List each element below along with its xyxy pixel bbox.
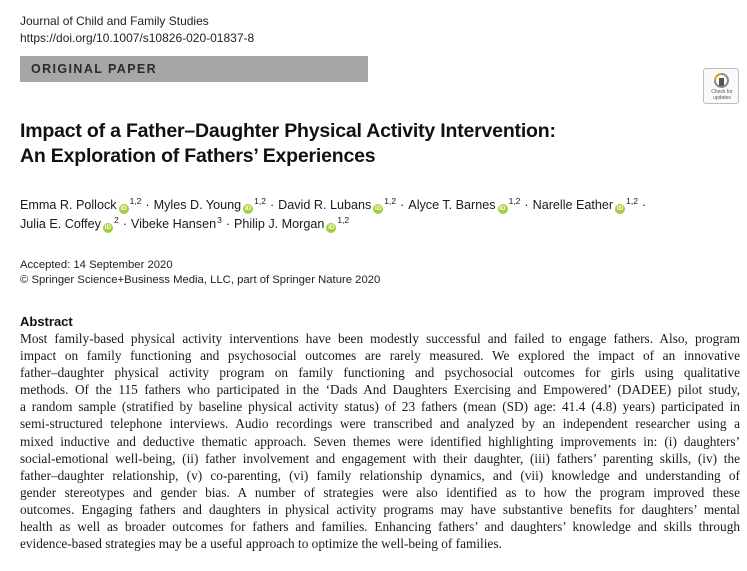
abstract-line: outcomes. Engaging fathers and daughters in physical activity programs may have substantive benefits for daughters’ mental [20,501,740,517]
abstract-line: father–daughter relationship, (v) co-parenting, (vi) family relationship dynamics, and (vii) knowledge and understanding of [20,467,740,483]
author-separator: · [122,217,127,231]
orcid-icon[interactable]: iD [104,224,112,231]
abstract-line: social-emotional well-being, (ii) father involvement and engagement with their daughter, (iii) fathers’ parenting skills, (iv) the [20,450,740,466]
journal-name: Journal of Child and Family Studies [20,14,209,28]
abstract-line: evidence-based strategies may be a useful approach to optimize the well-being of families. [20,536,502,552]
affiliation-marker: 1,2 [626,195,638,206]
abstract-line: mixed inductive and deductive thematic approach. Seven themes were identified highlighting improvements in: (i) daughters’ [20,433,740,449]
abstract-line: impact on family functioning and psychosocial outcomes are rarely measured. We explored the impact of an innovative [20,348,740,364]
affiliation-marker: 1,2 [384,195,397,206]
affiliation-marker: 1,2 [337,214,350,225]
check-for-updates-badge[interactable] [703,68,739,104]
author[interactable]: Narelle Eather iD$^{1,2}$ [532,195,638,212]
abstract-text [20,330,740,552]
abstract-line: Most family-based physical activity interventions have been modestly successful and failed to engage fathers. Also, program [20,331,740,346]
author[interactable]: Julia E. Coffey $iD^2$ [20,214,119,231]
affiliation-marker: 2 [113,214,119,225]
orcid-icon[interactable]: iD [499,205,506,212]
abstract-line: father–daughter physical activity program on family functioning and psychosocial outcomes for girls using qualitative [20,365,740,381]
author-separator: · [269,198,275,212]
author[interactable]: Emma R. Pollock iD$^{1,2}$ [20,195,142,212]
title-line-1: Impact of a Father–Daughter Physical Activity Intervention: [20,120,556,142]
author-separator: · [225,217,231,231]
abstract-line: methods. Of the 115 fathers who participated in the ‘Dads And Daughters Exercising and Empowered’ (DADEE) pilot study, [20,382,740,398]
orcid-icon[interactable]: iD [244,205,252,212]
abstract-heading: Abstract [20,314,73,329]
author-separator: · [641,198,647,212]
orcid-icon[interactable]: iD [375,205,382,212]
check-for-updates-label: Check for updates [711,89,733,101]
abstract-line: a random sample (stratified by baseline physical activity status) of 23 fathers (mean (SD) age: 41.4 (4.8) years) participated in [20,399,740,415]
accepted-date: Accepted: 14 September 2020 [20,259,173,271]
orcid-icon[interactable]: iD [120,205,127,212]
abstract-line: gender stereotypes and gender bias. A number of strategies were also identified as to how the program improved these [20,484,740,500]
title-line-2: An Exploration of Fathers’ Experiences [20,145,376,167]
orcid-icon[interactable]: iD [616,205,624,212]
orcid-icon[interactable]: iD [328,224,335,231]
author[interactable]: Philip J. Morgan iD$^{1,2}$ [234,214,350,231]
abstract-line: semi-structured telephone interviews. Audio recordings were transcribed and analyzed by an independent researcher using a [20,416,740,432]
author[interactable]: David R. Lubans iD$^{1,2}$ [278,195,397,212]
affiliation-marker: 1,2 [129,195,142,206]
affiliation-marker: 1,2 [508,195,521,206]
article-type-banner: ORIGINAL PAPER [20,56,368,82]
copyright-notice: © Springer Science+Business Media, LLC, part of Springer Nature 2020 [20,274,381,286]
author-separator: · [145,198,150,212]
check-for-updates-icon [714,73,729,90]
article-title [20,119,700,169]
author[interactable]: Vibeke Hansen$^3$ [130,214,222,231]
author[interactable]: Alyce T. Barnes iD$^{1,2}$ [408,195,521,212]
author[interactable]: Myles D. Young iD$^{1,2}$ [153,195,266,212]
affiliation-marker: 1,2 [254,195,266,206]
doi-link[interactable]: https://doi.org/10.1007/s10826-020-01837-8 [20,31,255,45]
author-list [20,196,740,234]
author-separator: · [400,198,405,212]
author-separator: · [524,198,529,212]
affiliation-marker: 3 [217,214,222,225]
abstract-line: health as well as broader outcomes for fathers and families. Enhancing fathers’ and daughters’ knowledge and skills through [20,519,740,535]
